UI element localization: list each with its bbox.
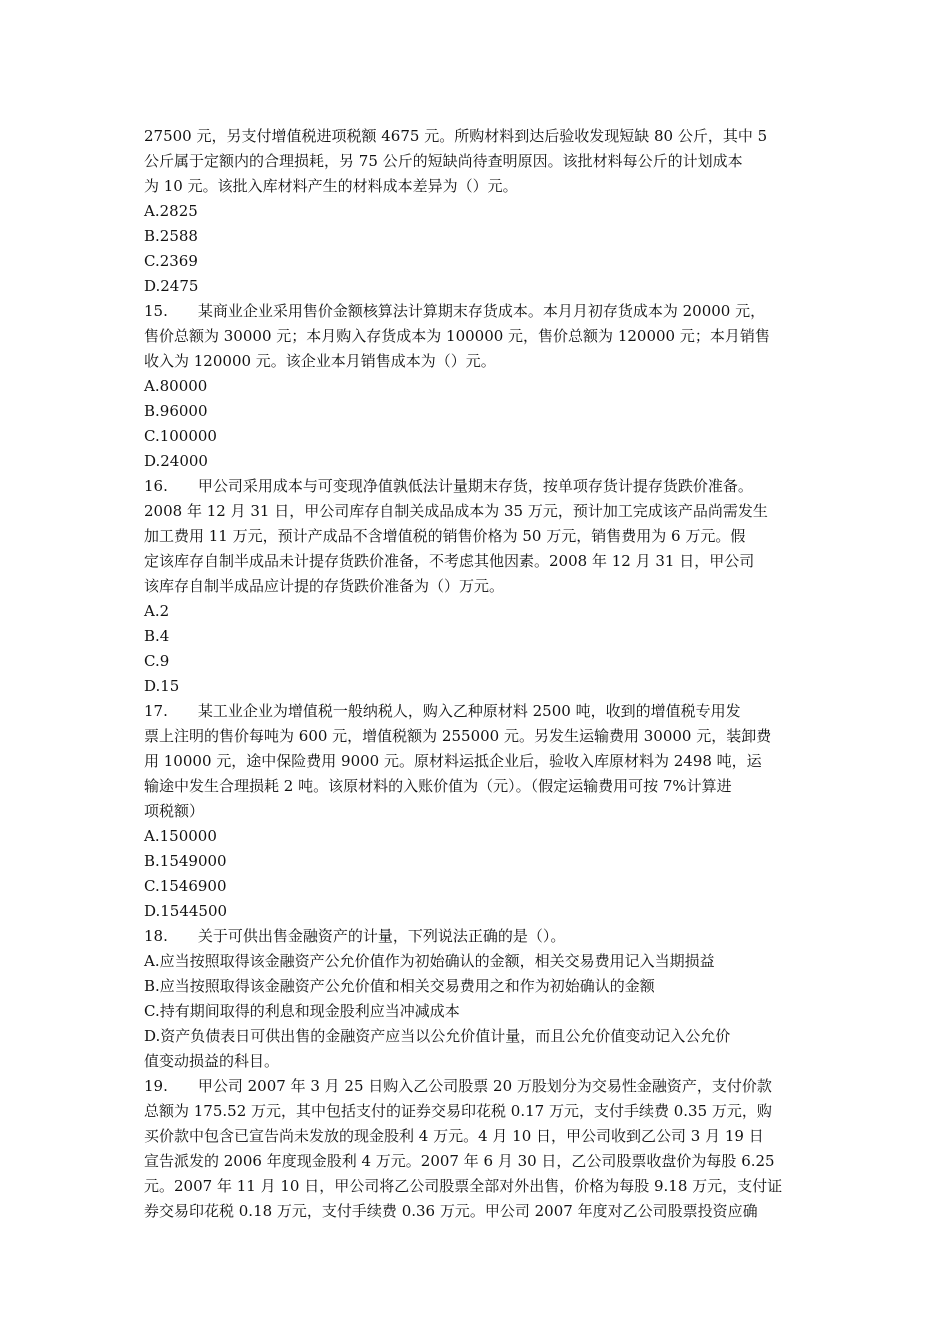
document-line: 项税额） (144, 802, 205, 820)
document-line: C.100000 (144, 427, 217, 445)
document-line: C.1546900 (144, 877, 227, 895)
document-line: D.24000 (144, 452, 208, 470)
document-line: 19. 甲公司 2007 年 3 月 25 日购入乙公司股票 20 万股划分为交易性金融资产，支付价款 (144, 1077, 772, 1095)
document-line: D.15 (144, 677, 180, 695)
document-line: 27500 元，另支付增值税进项税额 4675 元。所购材料到达后验收发现短缺 80 公斤，其中 5 (144, 127, 768, 145)
document-line: 票上注明的售价每吨为 600 元，增值税额为 255000 元。另发生运输费用 30000 元，装卸费 (144, 727, 772, 745)
document-line: 该库存自制半成品应计提的存货跌价准备为（）万元。 (144, 577, 505, 595)
document-body (144, 124, 816, 1224)
document-line: B.1549000 (144, 852, 227, 870)
document-line: 17. 某工业企业为增值税一般纳税人，购入乙种原材料 2500 吨，收到的增值税专用发 (144, 702, 741, 720)
document-line: 宣告派发的 2006 年度现金股利 4 万元。2007 年 6 月 30 日，乙公司股票收盘价为每股 6.25 (144, 1152, 775, 1170)
document-line: D.1544500 (144, 902, 228, 920)
document-line: A.80000 (144, 377, 208, 395)
document-line: A.2 (144, 602, 170, 620)
document-line: 为 10 元。该批入库材料产生的材料成本差异为（）元。 (144, 177, 518, 195)
document-line: 元。2007 年 11 月 10 日，甲公司将乙公司股票全部对外出售，价格为每股 9.18 万元，支付证 (144, 1177, 783, 1195)
document-line: 值变动损益的科目。 (144, 1052, 280, 1070)
document-line: A.应当按照取得该金融资产公允价值作为初始确认的金额，相关交易费用记入当期损益 (144, 952, 715, 970)
document-line: A.2825 (144, 202, 198, 220)
document-line: C.持有期间取得的利息和现金股利应当冲减成本 (144, 1002, 460, 1020)
document-line: 券交易印花税 0.18 万元，支付手续费 0.36 万元。甲公司 2007 年度对乙公司股票投资应确 (144, 1202, 758, 1220)
document-line: 收入为 120000 元。该企业本月销售成本为（）元。 (144, 352, 496, 370)
document-line: A.150000 (144, 827, 217, 845)
document-line: 输途中发生合理损耗 2 吨。该原材料的入账价值为（元）。（假定运输费用可按 7%计算进 (144, 777, 732, 795)
document-line: C.9 (144, 652, 170, 670)
document-line: 用 10000 元，途中保险费用 9000 元。原材料运抵企业后，验收入库原材料为 2498 吨，运 (144, 752, 762, 770)
document-line: 2008 年 12 月 31 日，甲公司库存自制关成品成本为 35 万元，预计加工完成该产品尚需发生 (144, 502, 768, 520)
document-line: B.4 (144, 627, 170, 645)
document-line: 总额为 175.52 万元，其中包括支付的证券交易印花税 0.17 万元，支付手续费 0.35 万元，购 (144, 1102, 772, 1120)
document-line: 16. 甲公司采用成本与可变现净值孰低法计量期末存货，按单项存货计提存货跌价准备。 (144, 477, 753, 495)
document-line: 加工费用 11 万元，预计产成品不含增值税的销售价格为 50 万元，销售费用为 6 万元。假 (144, 527, 746, 545)
document-line: 18. 关于可供出售金融资产的计量，下列说法正确的是（）。 (144, 927, 566, 945)
document-line: B.2588 (144, 227, 198, 245)
document-line: 买价款中包含已宣告尚未发放的现金股利 4 万元。4 月 10 日，甲公司收到乙公司 3 月 19 日 (144, 1127, 764, 1145)
document-line: C.2369 (144, 252, 198, 270)
document-line: B.96000 (144, 402, 208, 420)
document-line: 定该库存自制半成品未计提存货跌价准备，不考虑其他因素。2008 年 12 月 31 日，甲公司 (144, 552, 755, 570)
document-line: 公斤属于定额内的合理损耗，另 75 公斤的短缺尚待查明原因。该批材料每公斤的计划成本 (144, 152, 743, 170)
document-line: 售价总额为 30000 元；本月购入存货成本为 100000 元，售价总额为 120000 元；本月销售 (144, 327, 770, 345)
document-line: D.资产负债表日可供出售的金融资产应当以公允价值计量，而且公允价值变动记入公允价 (144, 1027, 731, 1045)
document-line: B.应当按照取得该金融资产公允价值和相关交易费用之和作为初始确认的金额 (144, 977, 655, 995)
document-line: 15. 某商业企业采用售价金额核算法计算期末存货成本。本月月初存货成本为 20000 元， (144, 302, 766, 320)
document-line: D.2475 (144, 277, 199, 295)
